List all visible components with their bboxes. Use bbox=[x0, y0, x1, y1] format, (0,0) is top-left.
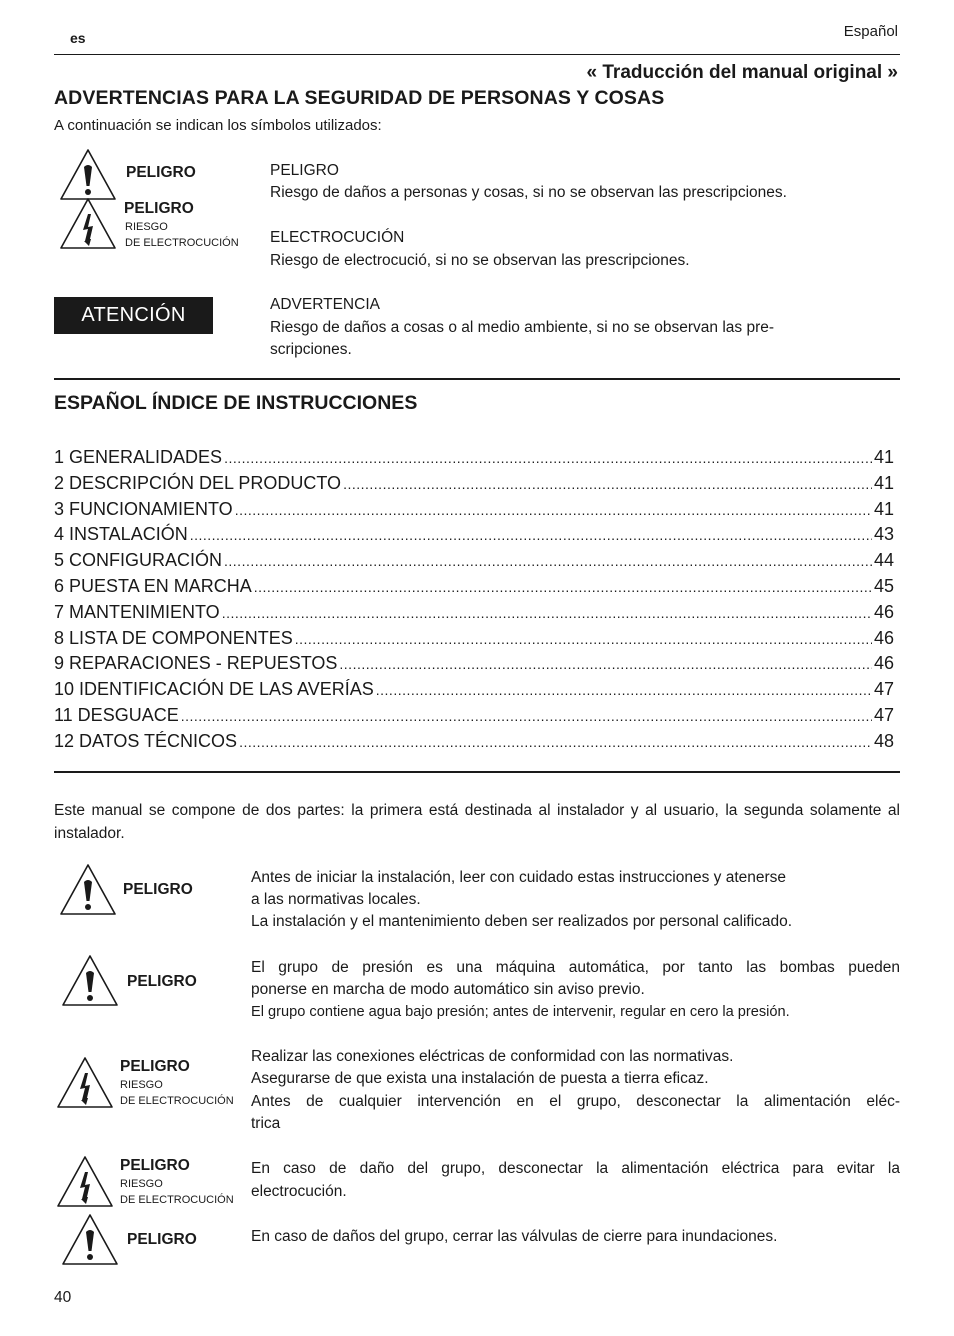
toc-leader-dots bbox=[295, 631, 872, 647]
table-of-contents bbox=[54, 447, 894, 757]
electro-label: PELIGRO bbox=[124, 200, 194, 217]
toc-entry bbox=[54, 499, 894, 525]
electro-description: Riesgo de electrocució, si no se observan las prescripciones. bbox=[270, 252, 690, 269]
toc-entry bbox=[54, 550, 894, 576]
toc-entry-page: 41 bbox=[873, 498, 894, 519]
toc-entry bbox=[54, 679, 894, 705]
electrocution-warning-icon bbox=[58, 197, 118, 251]
warning-1-line2: a las normativas locales. bbox=[251, 891, 421, 908]
warning-2-line3: El grupo contiene agua bajo presión; antes de intervenir, regular en cero la presión. bbox=[251, 1004, 790, 1020]
translation-subtitle: « Traducción del manual original » bbox=[586, 62, 898, 83]
electro-sub2: DE ELECTROCUCIÓN bbox=[125, 237, 239, 249]
toc-entry-title: 3 FUNCIONAMIENTO bbox=[54, 498, 233, 519]
toc-leader-dots bbox=[254, 579, 872, 595]
toc-leader-dots bbox=[190, 527, 872, 543]
electro-heading: ELECTROCUCIÓN bbox=[270, 229, 405, 246]
warning-3-sub2: DE ELECTROCUCIÓN bbox=[120, 1095, 234, 1107]
warning-5-line1: En caso de daños del grupo, cerrar las válvulas de cierre para inundaciones. bbox=[251, 1228, 778, 1245]
danger-description: Riesgo de daños a personas y cosas, si no se observan las prescripciones. bbox=[270, 184, 787, 201]
page-title: ADVERTENCIAS PARA LA SEGURIDAD DE PERSONAS Y COSAS bbox=[54, 87, 665, 109]
toc-entry-page: 48 bbox=[873, 730, 894, 751]
toc-entry-title: 5 CONFIGURACIÓN bbox=[54, 550, 223, 571]
warning-heading: ADVERTENCIA bbox=[270, 296, 380, 313]
toc-entry-page: 46 bbox=[873, 627, 894, 648]
toc-leader-dots bbox=[224, 450, 872, 466]
toc-bottom-divider bbox=[54, 771, 900, 773]
toc-entry-title: 8 LISTA DE COMPONENTES bbox=[54, 627, 293, 648]
toc-entry bbox=[54, 602, 894, 628]
toc-entry-page: 43 bbox=[873, 524, 894, 545]
electrocution-warning-icon bbox=[55, 1155, 115, 1209]
toc-leader-dots bbox=[224, 553, 872, 569]
toc-entry bbox=[54, 628, 894, 654]
manual-note: Este manual se compone de dos partes: la primera está destinada al instalador y al usuario, la segunda solamente al instalador. bbox=[54, 802, 900, 842]
toc-entry-page: 45 bbox=[873, 575, 894, 596]
warning-1-label: PELIGRO bbox=[123, 881, 193, 898]
toc-entry-page: 46 bbox=[873, 653, 894, 674]
warning-4-line2: electrocución. bbox=[251, 1183, 347, 1200]
electro-sub1: RIESGO bbox=[125, 221, 168, 233]
warning-3-line4: trica bbox=[251, 1115, 281, 1132]
toc-entry-page: 41 bbox=[873, 447, 894, 467]
warning-3-line1: Realizar las conexiones eléctricas de conformidad con las normativas. bbox=[251, 1048, 734, 1065]
warning-1-line3: La instalación y el mantenimiento deben ser realizados por personal calificado. bbox=[251, 913, 793, 930]
toc-entry-title: 9 REPARACIONES - REPUESTOS bbox=[54, 653, 338, 674]
toc-entry-page: 44 bbox=[873, 550, 894, 571]
toc-entry bbox=[54, 576, 894, 602]
toc-entry bbox=[54, 705, 894, 731]
danger-label: PELIGRO bbox=[126, 164, 196, 181]
toc-leader-dots bbox=[235, 502, 872, 518]
toc-entry-page: 41 bbox=[873, 472, 894, 493]
toc-entry-title: 10 IDENTIFICACIÓN DE LAS AVERÍAS bbox=[54, 679, 374, 700]
warning-4-sub2: DE ELECTROCUCIÓN bbox=[120, 1194, 234, 1206]
electrocution-warning-icon bbox=[55, 1056, 115, 1110]
toc-entry-title: 12 DATOS TÉCNICOS bbox=[54, 730, 238, 751]
language-code: es bbox=[70, 30, 86, 46]
warning-2-line2: ponerse en marcha de modo automático sin aviso previo. bbox=[251, 981, 645, 998]
warning-3-line2: Asegurarse de que exista una instalación de puesta a tierra eficaz. bbox=[251, 1070, 709, 1087]
warning-3-label: PELIGRO bbox=[120, 1058, 190, 1075]
toc-leader-dots bbox=[181, 708, 872, 724]
danger-warning-icon bbox=[58, 148, 118, 202]
attention-badge: ATENCIÓN bbox=[54, 297, 213, 334]
toc-leader-dots bbox=[343, 476, 872, 492]
page-number: 40 bbox=[54, 1289, 72, 1306]
header-divider bbox=[54, 54, 900, 55]
warning-1-line1: Antes de iniciar la instalación, leer con cuidado estas instrucciones y atenerse bbox=[251, 869, 787, 886]
toc-title: ESPAÑOL ÍNDICE DE INSTRUCCIONES bbox=[54, 392, 418, 414]
toc-entry-title: 11 DESGUACE bbox=[54, 704, 179, 725]
toc-leader-dots bbox=[339, 656, 872, 672]
warning-4-sub1: RIESGO bbox=[120, 1178, 163, 1190]
warning-description-line2: scripciones. bbox=[270, 341, 352, 358]
language-name: Español bbox=[843, 23, 898, 40]
warning-2-label: PELIGRO bbox=[127, 973, 197, 990]
warning-4-line1: En caso de daño del grupo, desconectar la alimentación eléctrica para evitar la bbox=[251, 1160, 900, 1177]
toc-entry-title: 6 PUESTA EN MARCHA bbox=[54, 575, 252, 596]
danger-warning-icon bbox=[60, 954, 120, 1008]
toc-leader-dots bbox=[376, 682, 872, 698]
danger-warning-icon bbox=[60, 1213, 120, 1267]
toc-entry-title: 4 INSTALACIÓN bbox=[54, 524, 188, 545]
toc-entry-page: 46 bbox=[873, 601, 894, 622]
toc-entry bbox=[54, 473, 894, 499]
toc-entry-page: 47 bbox=[873, 679, 894, 700]
toc-leader-dots bbox=[222, 605, 872, 621]
intro-text: A continuación se indican los símbolos utilizados: bbox=[54, 117, 382, 134]
warning-3-sub1: RIESGO bbox=[120, 1079, 163, 1091]
toc-entry bbox=[54, 731, 894, 757]
danger-heading: PELIGRO bbox=[270, 162, 339, 179]
warning-4-label: PELIGRO bbox=[120, 1157, 190, 1174]
toc-entry-title: 1 GENERALIDADES bbox=[54, 447, 223, 467]
toc-leader-dots bbox=[239, 734, 872, 750]
section-divider bbox=[54, 378, 900, 380]
toc-entry bbox=[54, 524, 894, 550]
warning-description-line1: Riesgo de daños a cosas o al medio ambiente, si no se observan las pre- bbox=[270, 319, 775, 336]
toc-entry-title: 7 MANTENIMIENTO bbox=[54, 601, 220, 622]
warning-2-line1: El grupo de presión es una máquina automática, por tanto las bombas pueden bbox=[251, 959, 900, 976]
danger-warning-icon bbox=[58, 863, 118, 917]
warning-3-line3: Antes de cualquier intervención en el grupo, desconectar la alimentación eléc- bbox=[251, 1093, 900, 1110]
toc-entry-page: 47 bbox=[873, 704, 894, 725]
toc-entry bbox=[54, 447, 894, 473]
toc-entry bbox=[54, 653, 894, 679]
toc-entry-title: 2 DESCRIPCIÓN DEL PRODUCTO bbox=[54, 472, 342, 493]
warning-5-label: PELIGRO bbox=[127, 1231, 197, 1248]
